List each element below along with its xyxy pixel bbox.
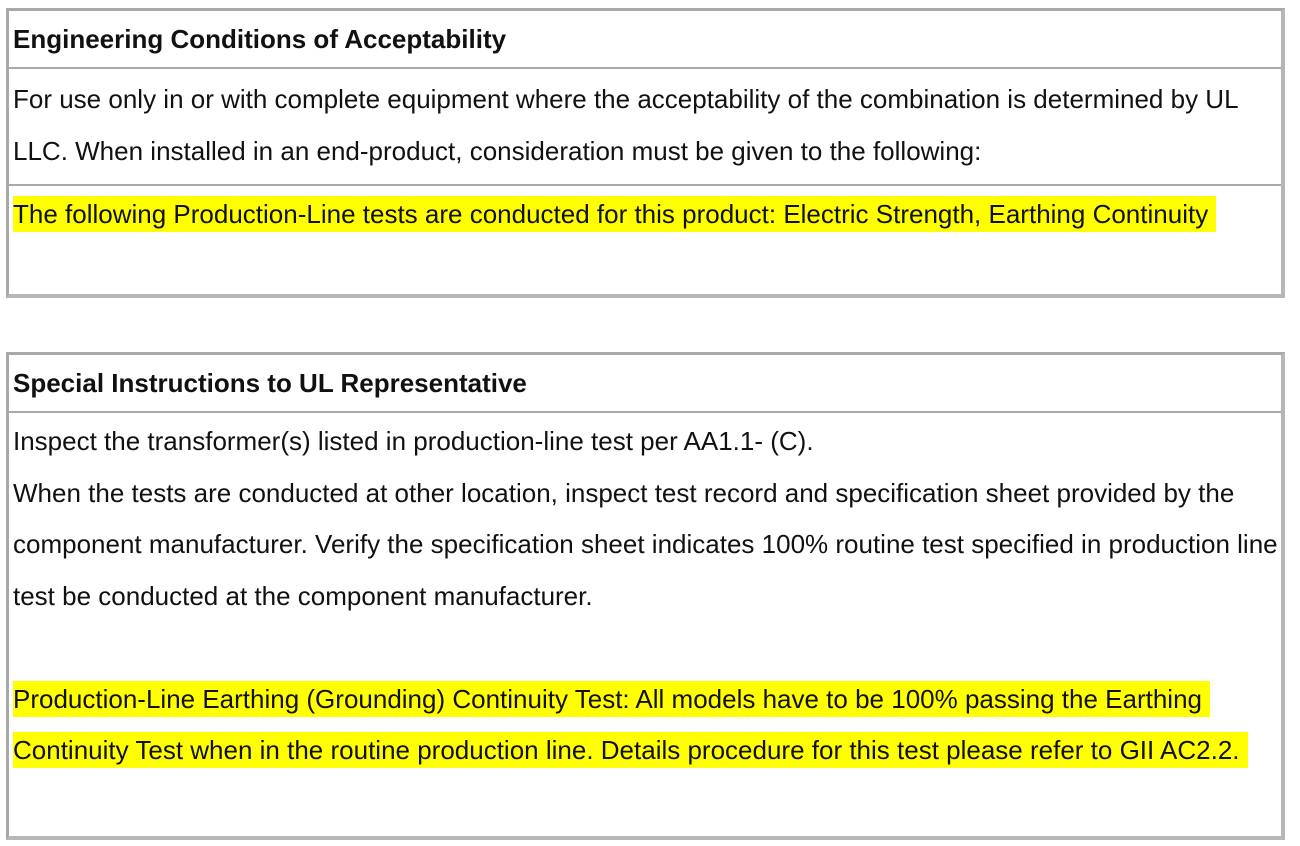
engineering-conditions-panel [6, 8, 1285, 298]
conditions-paragraph [9, 69, 1281, 184]
special-instructions-panel [6, 352, 1285, 840]
highlighted-earthing-continuity-test: Production-Line Earthing (Grounding) Continuity Test: All models have to be 100% passing the Earthing Continuity Test when in the routine production line. Details procedure for this test please refer to GII AC2.2. [13, 681, 1248, 769]
section-heading: Engineering Conditions of Acceptability [9, 11, 1281, 69]
conditions-text: For use only in or with complete equipment where the acceptability of the combination is determined by UL LLC. When installed in an end-product, consideration must be given to the following: [13, 84, 1238, 166]
highlighted-production-line-tests: The following Production-Line tests are conducted for this product: Electric Strength, Earthing Continuity [13, 196, 1216, 232]
instructions-body [9, 413, 1281, 777]
production-line-tests-row [9, 184, 1281, 296]
section-heading: Special Instructions to UL Representative [9, 355, 1281, 413]
tests-location-paragraph: When the tests are conducted at other location, inspect test record and specification sheet provided by the component manufacturer. Verify the specification sheet indicates 100% routine test specified in production line test be conducted at the component manufacturer. [13, 477, 1278, 611]
inspect-transformer-line: Inspect the transformer(s) listed in production-line test per AA1.1- (C). [13, 426, 814, 456]
blank-line [13, 622, 1281, 674]
